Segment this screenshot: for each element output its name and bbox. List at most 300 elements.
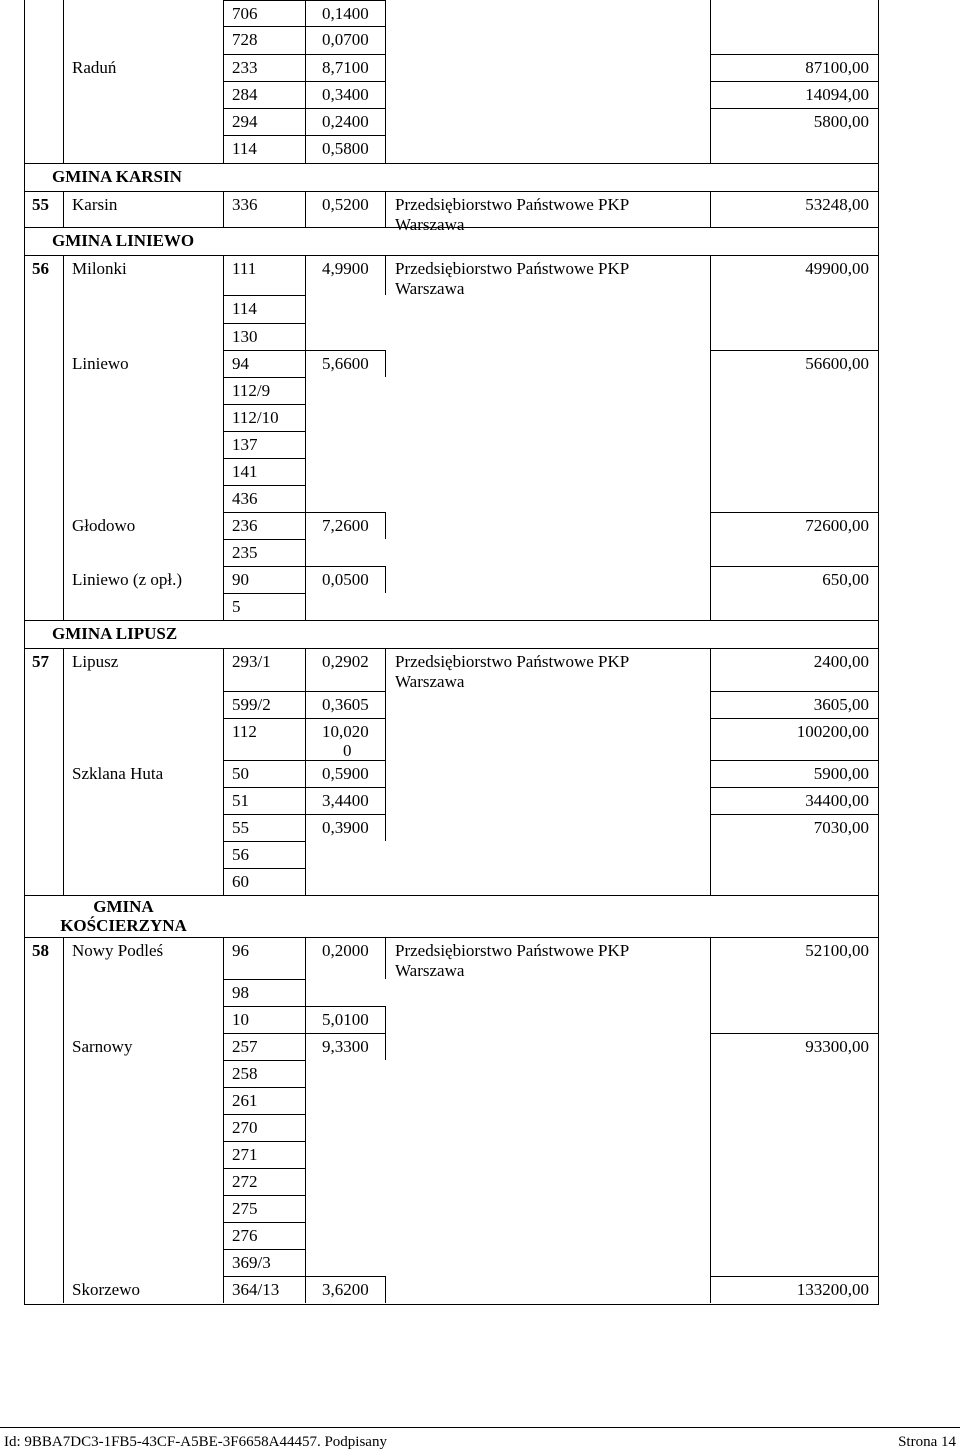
- table-rule: [223, 295, 224, 323]
- table-rule: [305, 691, 386, 692]
- section-heading: KOŚCIERZYNA: [60, 916, 187, 935]
- parcel-area: 0,1400: [322, 4, 369, 23]
- parcel-number: 728: [232, 30, 258, 49]
- table-rule: [305, 1276, 306, 1303]
- parcel-value: 49900,00: [805, 259, 869, 278]
- table-rule: [24, 937, 879, 938]
- table-rule: [223, 1087, 224, 1114]
- owner-name: Warszawa: [395, 961, 465, 980]
- table-rule: [223, 255, 224, 295]
- item-number: 58: [32, 941, 49, 960]
- table-rule: [305, 1087, 306, 1114]
- parcel-area: 7,2600: [322, 516, 369, 535]
- parcel-number: 436: [232, 489, 258, 508]
- table-rule: [385, 566, 386, 593]
- table-rule: [223, 512, 224, 539]
- table-rule: [63, 1222, 64, 1249]
- table-rule: [710, 539, 711, 566]
- table-rule: [223, 1276, 306, 1277]
- table-rule: [385, 350, 386, 377]
- table-rule: [710, 404, 711, 431]
- table-rule: [24, 1304, 879, 1305]
- table-rule: [223, 1168, 224, 1195]
- table-rule: [223, 841, 306, 842]
- section-heading: GMINA: [93, 897, 154, 916]
- parcel-number: 706: [232, 4, 258, 23]
- parcel-number: 284: [232, 85, 258, 104]
- table-rule: [710, 787, 879, 788]
- table-rule: [223, 1114, 224, 1141]
- table-rule: [305, 108, 386, 109]
- table-rule: [63, 593, 64, 620]
- parcel-number: 261: [232, 1091, 258, 1110]
- table-rule: [63, 814, 64, 841]
- table-rule: [223, 718, 306, 719]
- table-rule: [710, 1276, 879, 1277]
- table-rule: [223, 323, 306, 324]
- parcel-number: 257: [232, 1037, 258, 1056]
- table-rule: [223, 377, 306, 378]
- owner-name: Przedsiębiorstwo Państwowe PKP: [395, 195, 630, 214]
- parcel-number: 114: [232, 139, 257, 158]
- parcel-value: 34400,00: [805, 791, 869, 810]
- table-rule: [305, 648, 306, 691]
- table-rule: [305, 814, 386, 815]
- table-rule: [305, 1222, 306, 1249]
- table-rule: [223, 566, 306, 567]
- table-rule: [710, 760, 879, 761]
- item-number: 57: [32, 652, 49, 671]
- table-rule: [223, 593, 224, 620]
- parcel-area: 0,3605: [322, 695, 369, 714]
- parcel-area: 5,6600: [322, 354, 369, 373]
- place-name: Szklana Huta: [72, 764, 164, 783]
- table-rule: [223, 539, 306, 540]
- parcel-value: 14094,00: [805, 85, 869, 104]
- table-rule: [305, 1006, 386, 1007]
- parcel-value: 52100,00: [805, 941, 869, 960]
- table-rule: [710, 1249, 711, 1276]
- table-rule: [710, 814, 879, 815]
- parcel-number: 5: [232, 597, 241, 616]
- parcel-number: 235: [232, 543, 258, 562]
- section-heading: GMINA LIPUSZ: [52, 624, 178, 643]
- table-rule: [223, 648, 224, 691]
- parcel-number: 98: [232, 983, 249, 1002]
- owner-name: Przedsiębiorstwo Państwowe PKP: [395, 652, 630, 671]
- table-rule: [305, 81, 306, 108]
- table-rule: [305, 979, 306, 1006]
- owner-name: Przedsiębiorstwo Państwowe PKP: [395, 259, 630, 278]
- page-number: Strona 14: [898, 1434, 956, 1450]
- parcel-area: 10,020: [322, 722, 369, 741]
- table-rule: [223, 135, 224, 163]
- parcel-number: 276: [232, 1226, 258, 1245]
- parcel-area: 0,3900: [322, 818, 369, 837]
- table-rule: [63, 1033, 64, 1060]
- parcel-area: 9,3300: [322, 1037, 369, 1056]
- table-rule: [223, 108, 224, 135]
- table-rule: [710, 718, 879, 719]
- owner-name: Warszawa: [395, 279, 465, 298]
- parcel-value: 7030,00: [813, 818, 869, 837]
- table-rule: [305, 512, 306, 539]
- place-name: Milonki: [72, 259, 127, 278]
- table-rule: [223, 458, 306, 459]
- table-rule: [305, 787, 386, 788]
- parcel-area: 0,2000: [322, 941, 369, 960]
- parcel-number: 336: [232, 195, 258, 214]
- table-rule: [223, 1222, 306, 1223]
- parcel-number: 364/13: [232, 1280, 280, 1299]
- table-rule: [63, 1087, 64, 1114]
- parcel-number: 10: [232, 1010, 249, 1029]
- table-rule: [24, 648, 879, 649]
- table-rule: [63, 458, 64, 485]
- table-rule: [710, 377, 711, 404]
- table-rule: [223, 760, 224, 787]
- table-rule: [305, 54, 386, 55]
- parcel-area: 3,6200: [322, 1280, 369, 1299]
- table-rule: [305, 0, 386, 1]
- table-rule: [63, 1114, 64, 1141]
- parcel-number: 271: [232, 1145, 258, 1164]
- parcel-area: 0,0700: [322, 30, 369, 49]
- table-rule: [223, 458, 224, 485]
- table-rule: [223, 814, 224, 841]
- table-rule: [305, 1033, 306, 1060]
- table-rule: [385, 512, 386, 539]
- table-rule: [305, 26, 386, 27]
- table-rule: [223, 937, 224, 979]
- table-rule: [710, 485, 711, 512]
- table-rule: [305, 1060, 306, 1087]
- table-rule: [223, 1276, 224, 1303]
- table-rule: [710, 1141, 711, 1168]
- table-rule: [305, 512, 386, 513]
- parcel-number: 369/3: [232, 1253, 271, 1272]
- table-rule: [385, 787, 386, 814]
- table-rule: [63, 350, 64, 377]
- table-rule: [223, 323, 224, 350]
- parcel-value: 53248,00: [805, 195, 869, 214]
- table-rule: [305, 81, 386, 82]
- table-rule: [305, 937, 306, 979]
- parcel-value: 100200,00: [796, 722, 869, 741]
- table-rule: [710, 691, 879, 692]
- parcel-number: 55: [232, 818, 249, 837]
- table-rule: [385, 1033, 386, 1060]
- table-rule: [710, 431, 711, 458]
- parcel-area: 0,0500: [322, 570, 369, 589]
- parcel-area: 8,7100: [322, 58, 369, 77]
- table-rule: [223, 26, 306, 27]
- table-rule: [385, 191, 386, 227]
- table-rule: [305, 135, 306, 163]
- parcel-number: 270: [232, 1118, 258, 1137]
- table-rule: [223, 135, 306, 136]
- owner-name: Warszawa: [395, 215, 465, 234]
- table-rule: [24, 0, 25, 1305]
- table-rule: [63, 431, 64, 458]
- table-rule: [223, 0, 306, 1]
- table-rule: [305, 1249, 306, 1276]
- parcel-value: 133200,00: [796, 1280, 869, 1299]
- table-rule: [385, 54, 386, 81]
- table-rule: [305, 458, 306, 485]
- table-rule: [710, 26, 711, 54]
- table-rule: [305, 539, 306, 566]
- table-rule: [223, 1141, 306, 1142]
- table-rule: [305, 718, 306, 760]
- table-rule: [305, 1141, 306, 1168]
- table-rule: [63, 377, 64, 404]
- place-name: Lipusz: [72, 652, 119, 671]
- table-rule: [305, 868, 306, 895]
- table-rule: [305, 1033, 386, 1034]
- table-rule: [305, 404, 306, 431]
- parcel-number: 60: [232, 872, 249, 891]
- table-rule: [223, 81, 306, 82]
- parcel-value: 93300,00: [805, 1037, 869, 1056]
- table-rule: [305, 814, 306, 841]
- table-rule: [63, 1006, 64, 1033]
- table-rule: [305, 718, 386, 719]
- table-rule: [710, 135, 711, 163]
- table-rule: [385, 255, 386, 295]
- place-name: Liniewo (z opł.): [72, 570, 182, 589]
- table-rule: [63, 108, 64, 135]
- table-rule: [63, 0, 64, 26]
- table-rule: [223, 350, 224, 377]
- table-rule: [710, 54, 879, 55]
- table-rule: [710, 81, 879, 82]
- table-rule: [223, 1033, 224, 1060]
- table-rule: [63, 566, 64, 593]
- table-rule: [63, 1141, 64, 1168]
- table-rule: [223, 54, 306, 55]
- table-rule: [305, 108, 306, 135]
- parcel-number: 141: [232, 462, 258, 481]
- table-rule: [63, 691, 64, 718]
- table-rule: [710, 323, 711, 350]
- table-rule: [223, 1195, 306, 1196]
- parcel-number: 130: [232, 327, 258, 346]
- table-rule: [305, 377, 306, 404]
- table-rule: [223, 26, 224, 54]
- table-rule: [24, 163, 879, 164]
- table-rule: [223, 377, 224, 404]
- table-rule: [710, 1060, 711, 1087]
- table-rule: [223, 404, 306, 405]
- table-rule: [223, 691, 306, 692]
- table-rule: [385, 135, 386, 163]
- parcel-number: 599/2: [232, 695, 271, 714]
- table-rule: [223, 979, 224, 1006]
- table-rule: [305, 1114, 306, 1141]
- table-rule: [223, 566, 224, 593]
- parcel-area: 0,5800: [322, 139, 369, 158]
- table-rule: [305, 691, 306, 718]
- table-rule: [223, 787, 306, 788]
- parcel-value: 5900,00: [813, 764, 869, 783]
- table-rule: [305, 26, 306, 54]
- table-rule: [223, 841, 224, 868]
- table-rule: [878, 0, 879, 1305]
- section-heading: GMINA KARSIN: [52, 167, 182, 186]
- parcel-value: 56600,00: [805, 354, 869, 373]
- table-rule: [63, 539, 64, 566]
- owner-name: Przedsiębiorstwo Państwowe PKP: [395, 941, 630, 960]
- table-rule: [223, 108, 306, 109]
- table-rule: [385, 26, 386, 54]
- table-rule: [223, 1195, 224, 1222]
- table-rule: [63, 841, 64, 868]
- table-rule: [63, 54, 64, 81]
- table-rule: [710, 1114, 711, 1141]
- table-rule: [710, 1006, 711, 1033]
- parcel-area: 0,2902: [322, 652, 369, 671]
- table-rule: [223, 350, 306, 351]
- parcel-number: 111: [232, 259, 257, 278]
- table-rule: [710, 350, 879, 351]
- table-rule: [710, 0, 711, 26]
- table-rule: [223, 1249, 224, 1276]
- table-rule: [305, 841, 306, 868]
- parcel-value: 5800,00: [813, 112, 869, 131]
- table-rule: [710, 1033, 879, 1034]
- table-rule: [305, 295, 306, 323]
- parcel-number: 258: [232, 1064, 258, 1083]
- table-rule: [63, 1060, 64, 1087]
- table-rule: [223, 1033, 306, 1034]
- table-rule: [63, 323, 64, 350]
- table-rule: [223, 404, 224, 431]
- table-rule: [223, 485, 306, 486]
- table-rule: [63, 648, 64, 691]
- table-rule: [223, 868, 306, 869]
- table-rule: [305, 1168, 306, 1195]
- table-rule: [305, 0, 306, 26]
- table-rule: [223, 760, 306, 761]
- parcel-number: 137: [232, 435, 258, 454]
- parcel-number: 51: [232, 791, 249, 810]
- table-rule: [385, 937, 386, 979]
- table-rule: [305, 485, 306, 512]
- table-rule: [63, 1249, 64, 1276]
- table-rule: [223, 512, 306, 513]
- table-rule: [223, 979, 306, 980]
- table-rule: [223, 1249, 306, 1250]
- table-rule: [63, 295, 64, 323]
- table-rule: [710, 979, 711, 1006]
- parcel-area: 0,5200: [322, 195, 369, 214]
- table-rule: [305, 431, 306, 458]
- table-rule: [223, 1114, 306, 1115]
- table-rule: [63, 979, 64, 1006]
- parcel-number: 294: [232, 112, 258, 131]
- table-rule: [710, 1168, 711, 1195]
- parcel-number: 112/9: [232, 381, 271, 400]
- parcel-number: 114: [232, 299, 257, 318]
- table-rule: [24, 255, 879, 256]
- table-rule: [385, 814, 386, 841]
- parcel-number: 94: [232, 354, 249, 373]
- table-rule: [223, 81, 224, 108]
- parcel-number: 233: [232, 58, 258, 77]
- parcel-number: 272: [232, 1172, 258, 1191]
- table-rule: [63, 1195, 64, 1222]
- table-rule: [385, 718, 386, 760]
- table-rule: [710, 566, 879, 567]
- item-number: 55: [32, 195, 49, 214]
- table-rule: [710, 1087, 711, 1114]
- parcel-area: 0: [343, 741, 352, 760]
- table-rule: [63, 135, 64, 163]
- parcel-number: 236: [232, 516, 258, 535]
- table-rule: [223, 0, 224, 26]
- table-rule: [223, 1087, 306, 1088]
- place-name: Karsin: [72, 195, 118, 214]
- table-rule: [305, 1006, 306, 1033]
- table-rule: [710, 1222, 711, 1249]
- place-name: Skorzewo: [72, 1280, 140, 1299]
- table-rule: [63, 81, 64, 108]
- table-rule: [63, 404, 64, 431]
- table-rule: [710, 868, 711, 895]
- table-rule: [63, 485, 64, 512]
- table-rule: [710, 593, 711, 620]
- table-rule: [305, 1276, 386, 1277]
- table-rule: [223, 1060, 306, 1061]
- table-rule: [223, 1006, 306, 1007]
- parcel-area: 0,2400: [322, 112, 369, 131]
- table-rule: [385, 648, 386, 691]
- table-rule: [63, 1168, 64, 1195]
- table-rule: [63, 191, 64, 227]
- parcel-area: 3,4400: [322, 791, 369, 810]
- table-rule: [63, 868, 64, 895]
- parcel-value: 87100,00: [805, 58, 869, 77]
- table-rule: [63, 26, 64, 54]
- table-rule: [63, 937, 64, 979]
- table-rule: [223, 431, 306, 432]
- parcel-number: 50: [232, 764, 249, 783]
- item-number: 56: [32, 259, 49, 278]
- table-rule: [63, 787, 64, 814]
- parcel-area: 4,9900: [322, 259, 369, 278]
- table-rule: [385, 0, 386, 26]
- table-rule: [385, 81, 386, 108]
- table-rule: [223, 295, 306, 296]
- table-rule: [710, 841, 711, 868]
- parcel-area: 0,3400: [322, 85, 369, 104]
- table-rule: [710, 295, 711, 323]
- table-rule: [385, 691, 386, 718]
- place-name: Sarnowy: [72, 1037, 133, 1056]
- table-rule: [305, 255, 306, 295]
- table-rule: [305, 191, 306, 227]
- table-rule: [223, 868, 224, 895]
- parcel-area: 5,0100: [322, 1010, 369, 1029]
- owner-name: Warszawa: [395, 672, 465, 691]
- table-rule: [63, 1276, 64, 1303]
- table-rule: [305, 566, 386, 567]
- place-name: Nowy Podleś: [72, 941, 164, 960]
- table-rule: [710, 458, 711, 485]
- table-rule: [223, 691, 224, 718]
- table-rule: [63, 760, 64, 787]
